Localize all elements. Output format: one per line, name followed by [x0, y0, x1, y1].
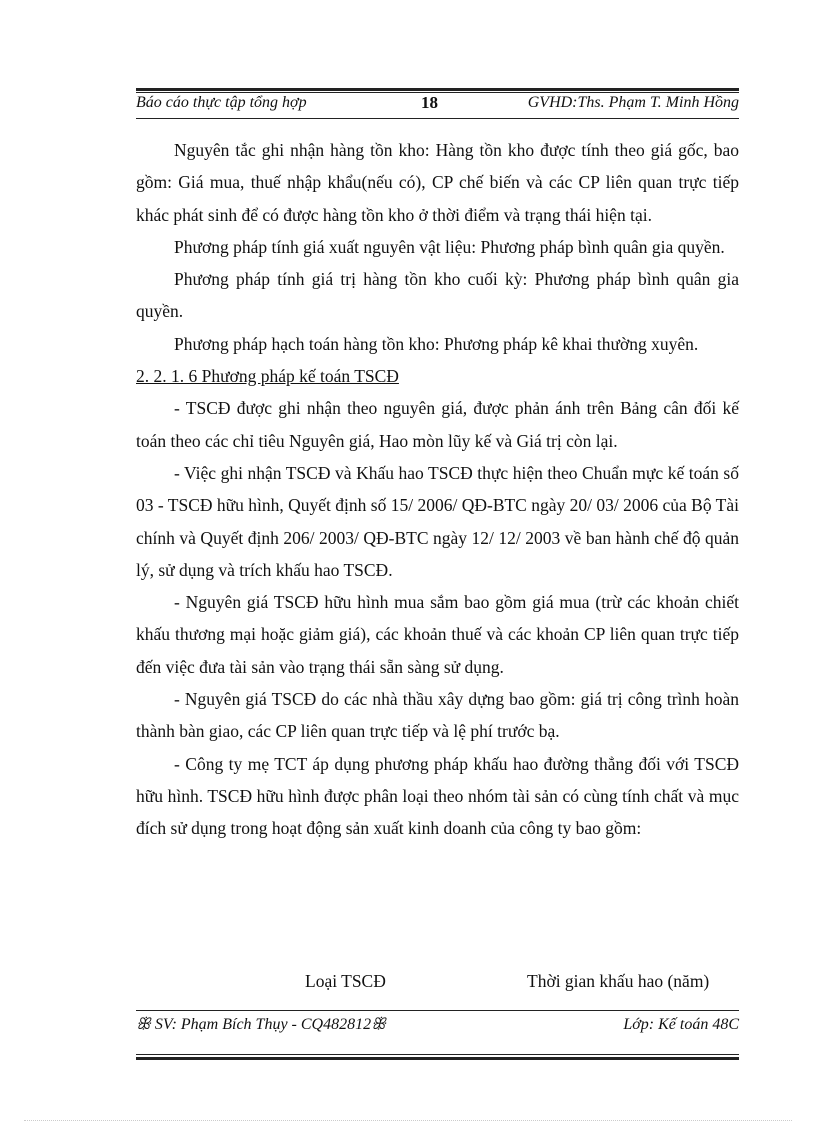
page-footer — [136, 1016, 739, 1038]
paragraph: Phương pháp tính giá trị hàng tồn kho cuối kỳ: Phương pháp bình quân gia quyền. — [136, 269, 739, 322]
footer-rule-bottom-thick — [136, 1057, 739, 1060]
page-edge-dotted — [24, 1120, 792, 1121]
paragraph: Phương pháp hạch toán hàng tồn kho: Phương pháp kê khai thường xuyên. — [174, 333, 699, 354]
paragraph: - Nguyên giá TSCĐ do các nhà thầu xây dựng bao gồm: giá trị công trình hoàn thành bàn giao, các CP liên quan trực tiếp và lệ phí trước bạ. — [136, 689, 739, 742]
header-rule-top — [136, 88, 739, 91]
footer-rule-top — [136, 1010, 739, 1011]
paragraph: - TSCĐ được ghi nhận theo nguyên giá, được phản ánh trên Bảng cân đối kế toán theo các chỉ tiêu Nguyên giá, Hao mòn lũy kế và Giá trị còn lại. — [136, 398, 739, 451]
table-header-depreciation-period: Thời gian khấu hao (năm) — [527, 971, 710, 991]
paragraph: Nguyên tắc ghi nhận hàng tồn kho: Hàng tồn kho được tính theo giá gốc, bao gồm: Giá mua, thuế nhập khẩu(nếu có), CP chế biến và các CP liên quan trực tiếp khác phát sinh để có được hàng tồn kho ở thời điểm và trạng thái hiện tại. — [136, 140, 739, 225]
page-number: 18 — [421, 93, 438, 112]
paragraph: - Công ty mẹ TCT áp dụng phương pháp khấu hao đường thẳng đối với TSCĐ hữu hình. TSCĐ hữu hình được phân loại theo nhóm tài sản có cùng tính chất và mục đích sử dụng trong hoạt động sản xuất kinh doanh của công ty bao gồm: — [136, 753, 739, 839]
supervisor: GVHD:Ths. Phạm T. Minh Hồng — [527, 94, 739, 111]
document-body — [136, 134, 739, 845]
paragraph: Phương pháp tính giá xuất nguyên vật liệu: Phương pháp bình quân gia quyền. — [174, 236, 725, 257]
header-rule-under — [136, 118, 739, 119]
section-heading: 2. 2. 1. 6 Phương pháp kế toán TSCĐ — [136, 366, 399, 387]
page-header — [136, 94, 739, 116]
table-header-asset-type: Loại TSCĐ — [305, 971, 386, 991]
class-info: Lớp: Kế toán 48C — [623, 1016, 739, 1033]
paragraph: - Việc ghi nhận TSCĐ và Khấu hao TSCĐ thực hiện theo Chuẩn mực kế toán số 03 - TSCĐ hữu hình, Quyết định số 15/ 2006/ QĐ-BTC ngày 20/ 03/ 2006 của Bộ Tài chính và Quyết định 206/ 2003/ QĐ-BTC ngày 12/ 12/ 2003 về ban hành chế độ quản lý, sử dụng và trích khấu hao TSCĐ. — [136, 462, 739, 580]
footer-rule-bottom — [136, 1054, 739, 1055]
report-title: Báo cáo thực tập tổng hợp — [136, 94, 307, 111]
student-info: ꕥ SV: Phạm Bích Thụy - CQ482812ꕥ — [136, 1016, 386, 1033]
paragraph: - Nguyên giá TSCĐ hữu hình mua sắm bao gồm giá mua (trừ các khoản chiết khấu thương mại hoặc giảm giá), các khoản thuế và các khoản CP liên quan trực tiếp đến việc đưa tài sản vào trạng thái sẵn sàng sử dụng. — [136, 592, 739, 677]
